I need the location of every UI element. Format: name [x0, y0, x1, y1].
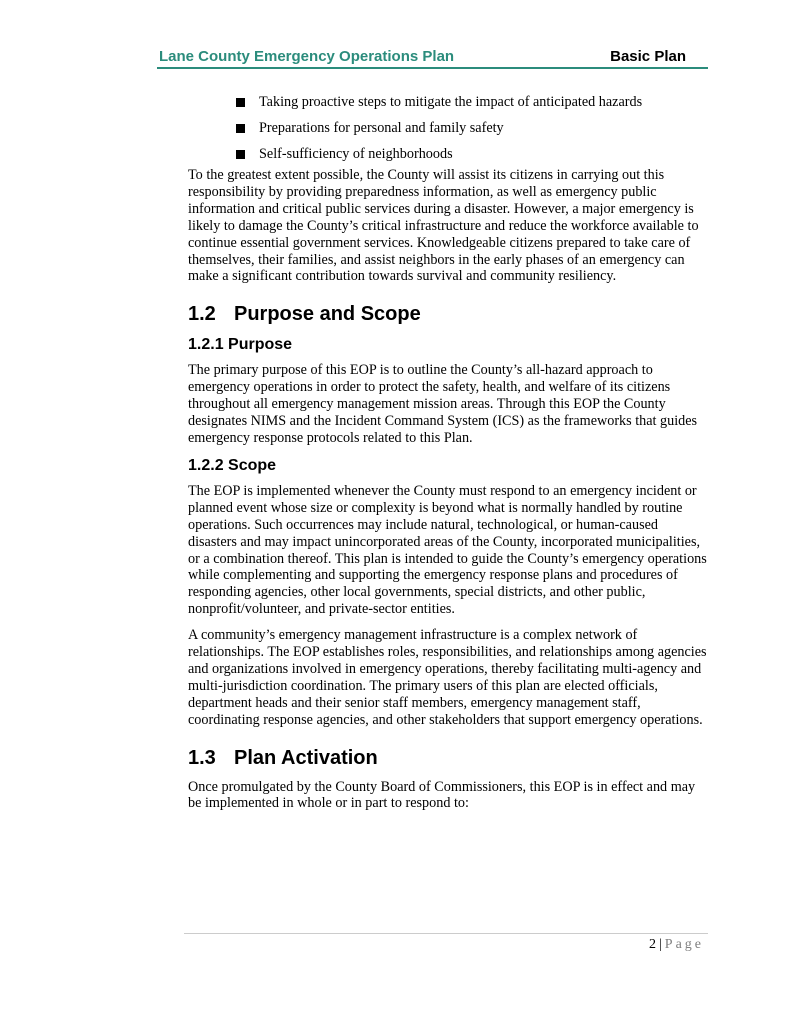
- list-item-text: Self-sufficiency of neighborhoods: [259, 146, 453, 162]
- footer-divider: [184, 933, 708, 934]
- section-title: Purpose and Scope: [234, 303, 421, 326]
- intro-paragraph: To the greatest extent possible, the County will assist its citizens in carrying out this responsibility by providing preparedness information, as well as emergency public information and critical public services during a disaster. However, a major emergency is likely to damage the County’s critical infrastructure and reduce the workforce available to continue essential government services. Knowledgeable citizens prepared to take care of themselves, their families, and assist neighbors in the early phases of an emergency can make a significant contribution towards survival and community resiliency.: [188, 167, 699, 285]
- list-item: [188, 146, 708, 162]
- footer-separator: |: [658, 937, 662, 952]
- square-bullet-icon: [236, 124, 245, 133]
- subsection-heading-purpose: 1.2.1 Purpose: [188, 336, 293, 354]
- section-number: 1.2: [188, 303, 216, 326]
- bullet-list: [188, 94, 708, 162]
- scope-paragraph-2: A community’s emergency management infrastructure is a complex network of relationships. The EOP establishes roles, responsibilities, and relationships among agencies and organizations involved in emergency operations, thereby facilitating multi-agency and multi-jurisdiction coordination. The primary users of this plan are elected officials, department heads and their senior staff members, emergency management staff, coordinating response agencies, and other stakeholders that support emergency operations.: [188, 627, 707, 728]
- subsection-heading-scope: 1.2.2 Scope: [188, 456, 277, 474]
- list-item: [188, 94, 708, 110]
- section-label: Basic Plan: [610, 48, 686, 65]
- purpose-paragraph: The primary purpose of this EOP is to outline the County’s all-hazard approach to emergency operations in order to protect the safety, health, and welfare of its citizens throughout all emergency management mission areas. Through this EOP the County designates NIMS and the Incident Command System (ICS) as the frameworks that guides emergency response protocols related to this Plan.: [188, 362, 698, 446]
- page-header: [157, 47, 708, 69]
- page-body: [188, 94, 708, 821]
- square-bullet-icon: [236, 150, 245, 159]
- section-heading-1-2: [188, 302, 708, 326]
- list-item: [188, 120, 708, 136]
- document-title: Lane County Emergency Operations Plan: [159, 48, 455, 65]
- page-number: 2: [648, 937, 656, 952]
- list-item-text: Taking proactive steps to mitigate the impact of anticipated hazards: [259, 94, 643, 110]
- section-heading-1-3: [188, 746, 708, 770]
- activation-paragraph: Once promulgated by the County Board of Commissioners, this EOP is in effect and may be implemented in whole or in part to respond to:: [188, 778, 696, 812]
- scope-paragraph-1: The EOP is implemented whenever the County must respond to an emergency incident or planned event whose size or complexity is beyond what is normally handled by routine operations. Such occurrences may include natural, technological, or human-caused disasters and may impact unincorporated areas of the County, incorporated municipalities, or a combination thereof. This plan is intended to guide the County’s emergency operations while complementing and supporting the emergency response plans and procedures of responding agencies, other local governments, special districts, and other public, nonprofit/volunteer, and private-sector entities.: [188, 482, 707, 618]
- section-number: 1.3: [188, 746, 216, 769]
- list-item-text: Preparations for personal and family safety: [259, 120, 504, 136]
- square-bullet-icon: [236, 98, 245, 107]
- page-label: Page: [664, 937, 704, 952]
- page-footer: [649, 937, 704, 953]
- section-title: Plan Activation: [234, 746, 378, 769]
